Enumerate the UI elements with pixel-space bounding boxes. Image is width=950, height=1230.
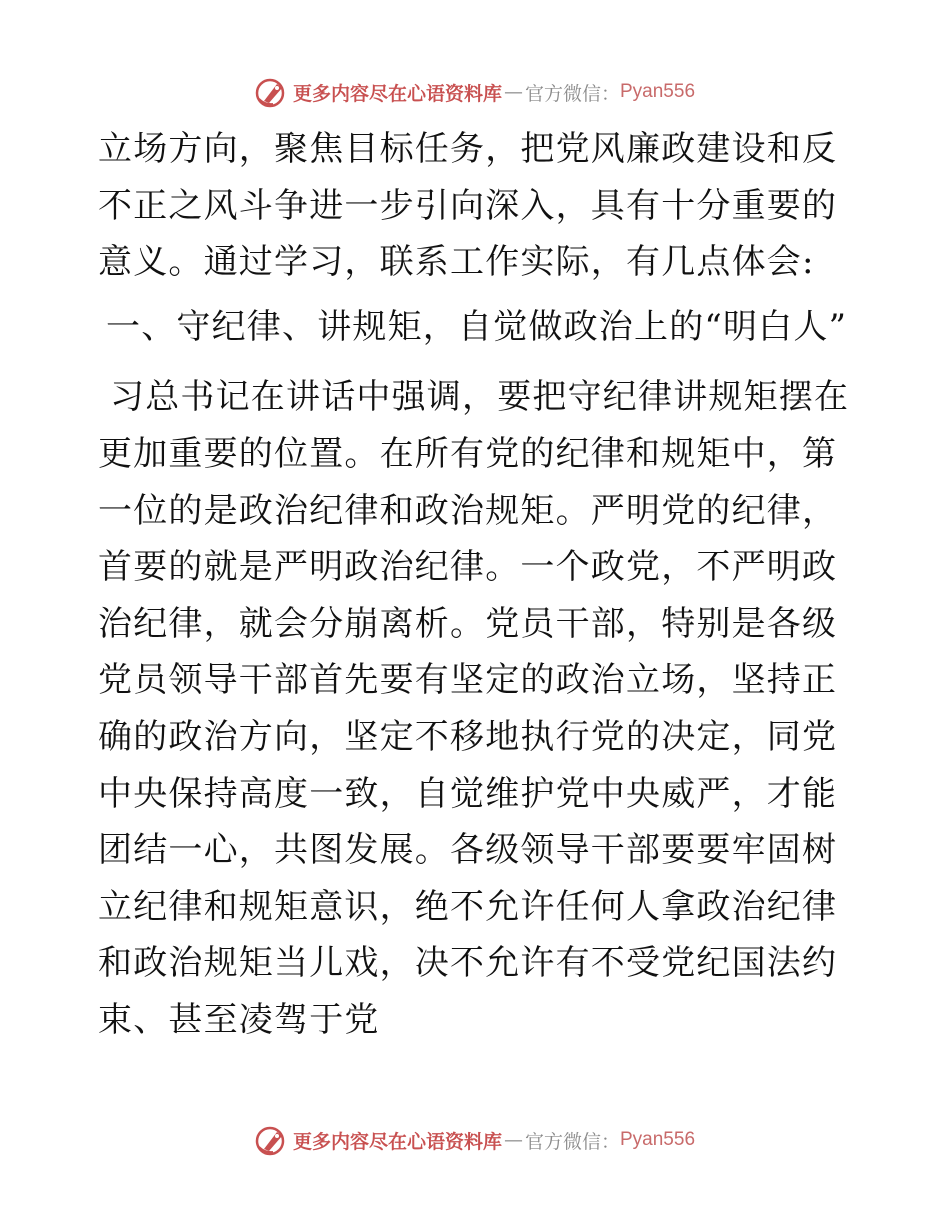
document-body — [98, 121, 854, 1049]
paragraph-1: 立场方向，聚焦目标任务，把党风廉政建设和反不正之风斗争进一步引向深入，具有十分重要的意义。通过学习，联系工作实际，有几点体会: — [98, 129, 838, 283]
watermark-main-text: 更多内容尽在心语资料库 — [292, 82, 502, 105]
pen-nib-logo-icon — [255, 75, 289, 109]
watermark-separator: — — [503, 81, 523, 103]
paragraph-2: 习总书记在讲话中强调，要把守纪律讲规矩摆在更加重要的位置。在所有党的纪律和规矩中，第一位的是政治纪律和政治规矩。严明党的纪律，首要的就是严明政治纪律。一个政党，不严明政治纪律，就会分崩离析。党员干部，特别是各级党员领导干部首先要有坚定的政治立场，坚持正确的政治方向，坚定不移地执行党的决定，同党中央保持高度一致，自觉维护党中央威严，才能团结一心，共图发展。各级领导干部要要牢固树立纪律和规矩意识，绝不允许任何人拿政治纪律和政治规矩当儿戏，决不允许有不受党纪国法约束、甚至凌驾于党 — [98, 377, 850, 1040]
watermark-separator: — — [503, 1129, 523, 1151]
pen-nib-logo-icon — [255, 1123, 289, 1157]
section-heading-1: 一、守纪律、讲规矩，自觉做政治上的“明白人” — [106, 306, 848, 347]
watermark-main-text: 更多内容尽在心语资料库 — [292, 1130, 502, 1153]
watermark-account: Pyan556 — [620, 81, 696, 102]
watermark-label: 官方微信： — [524, 1130, 620, 1153]
footer-watermark — [0, 1120, 950, 1160]
watermark-account: Pyan556 — [620, 1129, 696, 1150]
header-watermark — [0, 72, 950, 112]
watermark-label: 官方微信： — [524, 82, 620, 105]
